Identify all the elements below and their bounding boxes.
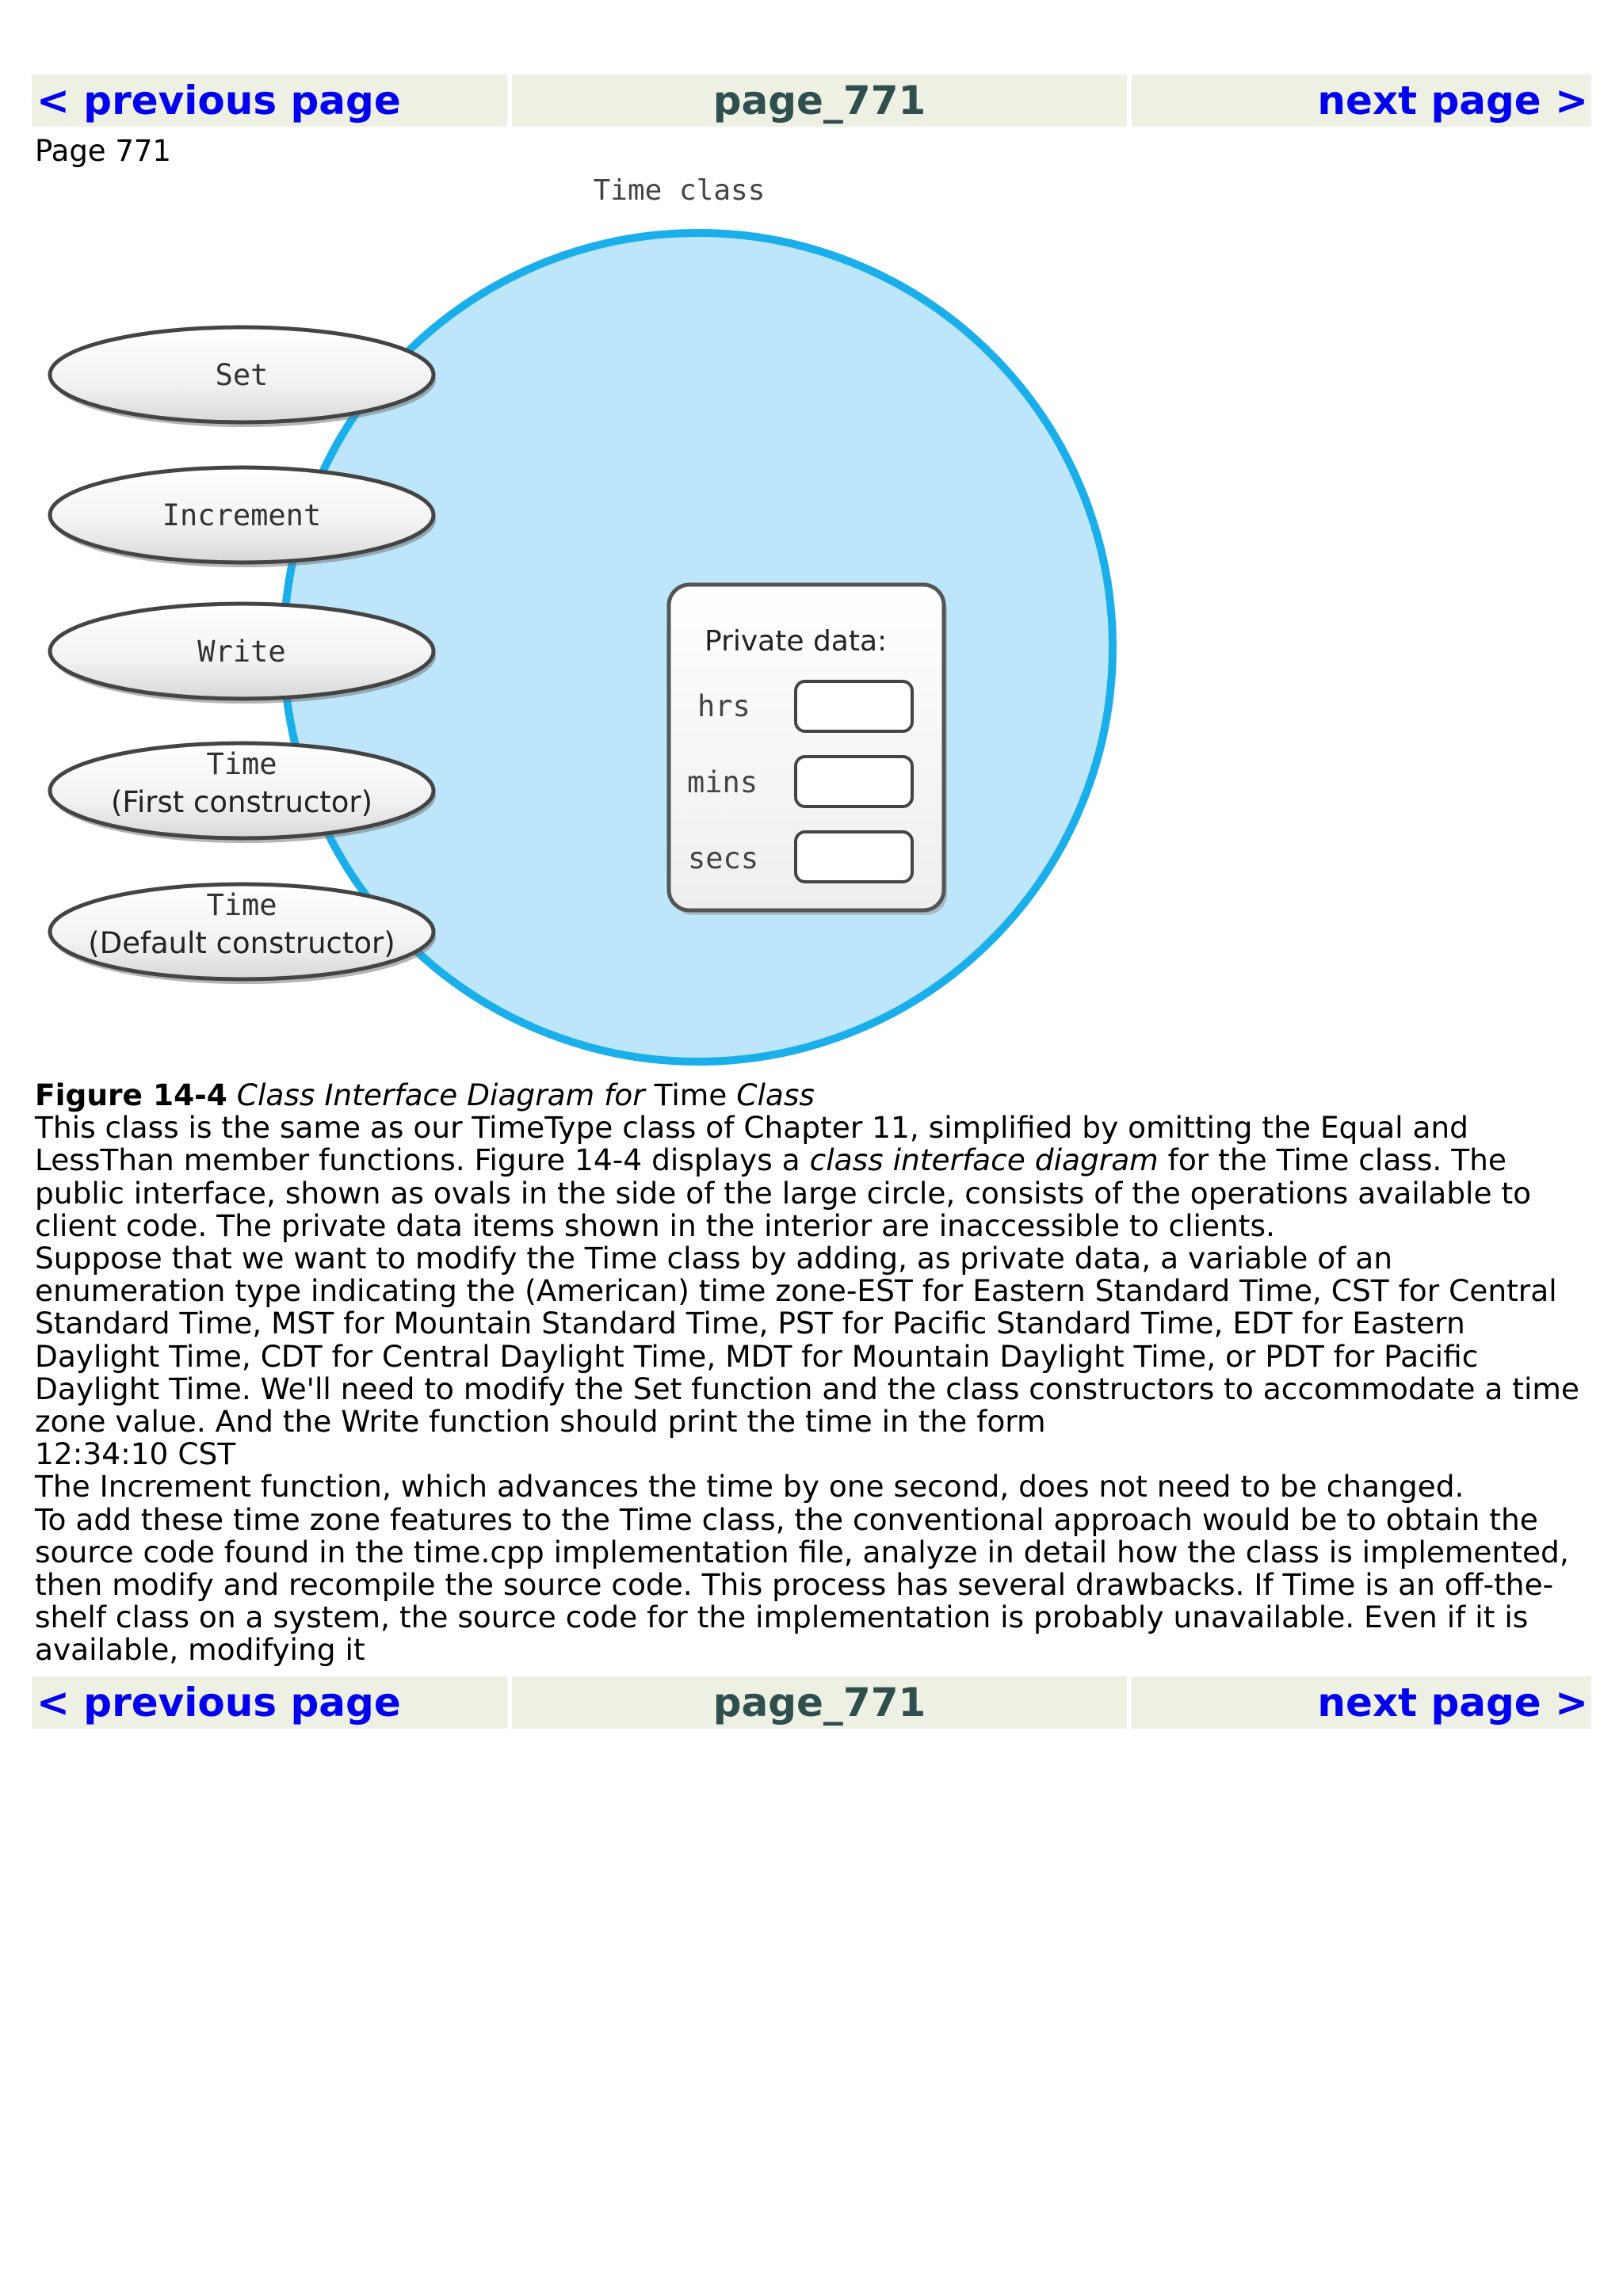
private-data-box: [669, 585, 947, 915]
next-page-link[interactable]: next page >: [1317, 78, 1588, 124]
paragraph-4: The Increment function, which advances the time by one second, does not need to be changed.: [35, 1469, 1465, 1505]
previous-page-link-bottom[interactable]: < previous page: [36, 1680, 401, 1726]
bottom-navigation: [32, 1676, 1591, 1729]
top-navigation: [32, 74, 1591, 127]
field-box-hrs: [796, 681, 912, 731]
caption-text-b: Time: [654, 1077, 727, 1112]
constructor-note-first: (First constructor): [110, 785, 373, 819]
code-example: 12:34:10 CST: [35, 1436, 236, 1472]
paragraph-2: Suppose that we want to modify the Time class by adding, as private data, a variable of an enumeration type indicating the (American) time zone-EST for Eastern Standard Time, CST for Central Standard Time, MST for Mountain Standard Time, PST for Pacific Standard Time, EDT for Eastern Daylight Time, CDT for Central Daylight Time, MDT for Mountain Daylight Time, or PDT for Pacific Daylight Time. We'll need to modify the Set function and the class constructors to accommodate a time zone value. And the Write function should print the time in the form: [35, 1241, 1579, 1440]
page-id-bottom: page_771: [512, 1676, 1127, 1729]
paragraph-1-emphasis: class interface diagram: [809, 1142, 1159, 1178]
operation-oval-write: [50, 604, 436, 704]
constructor-note-default: (Default constructor): [88, 926, 395, 960]
class-interface-diagram: [32, 166, 1125, 1074]
next-page-link-bottom[interactable]: next page >: [1317, 1680, 1588, 1726]
operation-label-write: Write: [197, 635, 286, 669]
field-box-secs: [796, 832, 912, 882]
constructor-name-default: Time: [206, 888, 277, 922]
page-id: page_771: [512, 74, 1127, 127]
operation-label-set: Set: [215, 358, 269, 392]
caption-text-a: Class Interface Diagram for: [236, 1077, 645, 1112]
page-label: Page 771: [35, 134, 171, 168]
figure-caption: [35, 1079, 1588, 1112]
paragraph-1-a: This class is the same as our TimeType class of Chapter 11, simplified by omitting the Equal and LessThan member functions. Figure 14-4 displays a: [35, 1110, 1468, 1178]
field-label-mins: mins: [687, 765, 758, 799]
prev-cell-bottom: [32, 1676, 507, 1729]
caption-text-c: Class: [736, 1077, 815, 1112]
operation-oval-increment: [50, 467, 436, 567]
prev-cell: [32, 74, 507, 127]
private-data-heading: Private data:: [705, 625, 888, 658]
field-box-mins: [796, 757, 912, 807]
next-cell-bottom: [1132, 1676, 1591, 1729]
next-cell: [1132, 74, 1591, 127]
operation-oval-default-constructor: [50, 884, 436, 984]
paragraph-5: To add these time zone features to the Time class, the conventional approach would be to obtain the source code found in the time.cpp implementation file, analyze in detail how the class is implemented, then modify and recompile the source code. This process has several drawbacks. If Time is an off-the-shelf class on a system, the source code for the implementation is probably unavailable. Even if it is available, modifying it: [35, 1501, 1569, 1668]
diagram-title: Time class: [593, 174, 766, 207]
field-label-secs: secs: [688, 841, 759, 875]
operation-oval-set: [50, 327, 436, 427]
constructor-name-first: Time: [206, 747, 277, 781]
paragraph-1: [35, 1112, 1588, 1242]
operation-oval-first-constructor: [50, 743, 436, 843]
previous-page-link[interactable]: < previous page: [36, 78, 401, 124]
field-label-hrs: hrs: [697, 689, 750, 723]
paragraph-1-b: for the Time class. The public interface, shown as ovals in the side of the large circle, consists of the operations available to client code. The private data items shown in the interior are inaccessible to clients.: [35, 1142, 1532, 1243]
page-text: [35, 1079, 1588, 1667]
operation-label-increment: Increment: [162, 498, 322, 532]
caption-number: Figure 14-4: [35, 1077, 227, 1112]
